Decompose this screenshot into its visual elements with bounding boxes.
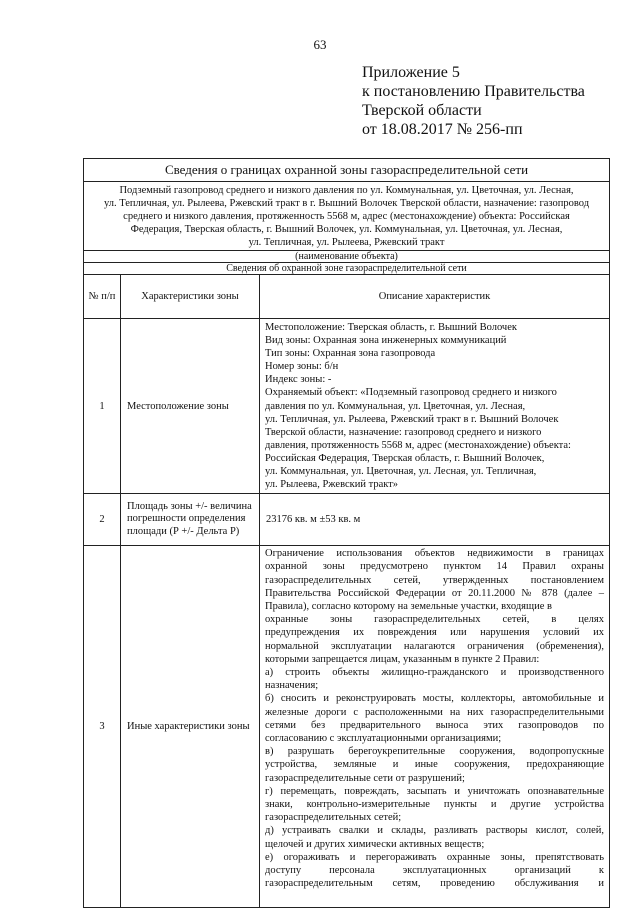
object-caption: (наименование объекта) — [84, 251, 610, 263]
row-3-line: охранной зоны предусмотрено пунктом 14 Правил охраны — [265, 561, 604, 573]
row-3-line: Правительства Российской Федерации от 20.11.2000 № 878 (далее – — [265, 587, 604, 599]
row-3-line: предупреждения их повреждения или нарушения условий их — [265, 627, 604, 639]
row-3-line: согласованию с эксплуатационными организациями; — [265, 733, 502, 745]
row-1-line: Охраняемый объект: «Подземный газопровод среднего и низкого — [265, 387, 557, 399]
table-title: Сведения о границах охранной зоны газораспределительной сети — [84, 159, 610, 182]
row-1-line: Тверской области, назначение: газопровод среднего и низкого — [265, 426, 542, 438]
appendix-line: к постановлению Правительства — [362, 83, 585, 100]
row-3-line: г) перемещать, повреждать, засыпать и уничтожать опознавательные — [265, 785, 604, 797]
row-3-line: газораспределительных сетей; — [265, 812, 402, 824]
row-3-line: в) разрушать берегоукрепительные сооружения, водопропускные — [265, 746, 604, 758]
row-1-line: Тип зоны: Охранная зона газопровода — [265, 348, 436, 360]
header-num: № п/п — [84, 275, 121, 319]
row-1-line: Номер зоны: б/н — [265, 361, 339, 373]
row-3-line: нормальной эксплуатации налагаются ограничения (обременения), — [265, 640, 604, 652]
appendix-header — [362, 63, 585, 139]
row-2-num: 2 — [84, 494, 121, 546]
row-2-name: Площадь зоны +/- величина погрешности определения площади (Р +/- Дельта Р) — [121, 494, 260, 546]
object-name — [84, 182, 610, 251]
row-3-line: которыми запрещается лицам, указанным в пункте 2 Правил: — [265, 653, 540, 665]
header-description: Описание характеристик — [260, 275, 610, 319]
object-line: Федерация, Тверская область, г. Вышний Волочек, ул. Коммунальная, ул. Цветочная, ул. Лесная, — [130, 224, 563, 235]
row-3-line: железные дороги с расположенными на них газораспределительными — [265, 706, 604, 718]
row-1-name: Местоположение зоны — [121, 319, 260, 494]
zone-boundaries-table — [83, 158, 610, 908]
zone-caption: Сведения об охранной зоне газораспределительной сети — [84, 263, 610, 275]
row-3-line: охранные зоны газораспределительных сетей, в целях — [265, 614, 604, 626]
row-1-line: Российская Федерация, Тверская область, г. Вышний Волочек, — [265, 452, 545, 464]
row-3-line: Правила), согласно которому на земельные участки, входящие в — [265, 601, 552, 613]
row-3-num: 3 — [84, 546, 121, 908]
row-1-line: Вид зоны: Охранная зона инженерных коммуникаций — [265, 335, 507, 347]
header-characteristics: Характеристики зоны — [121, 275, 260, 319]
row-2-value: 23176 кв. м ±53 кв. м — [260, 494, 610, 546]
appendix-line: Тверской области — [362, 102, 482, 119]
row-3-line: сетями без предварительного выноса этих газопроводов по — [265, 719, 604, 731]
row-3-name: Иные характеристики зоны — [121, 546, 260, 908]
row-3-line: б) сносить и реконструировать мосты, коллекторы, автомобильные и — [265, 693, 604, 705]
page-number: 63 — [313, 37, 327, 52]
row-3-line: устройства, земляные и иные сооружения, предохраняющие — [265, 759, 604, 771]
row-3-line: доступу персонала эксплуатационных организаций к — [265, 865, 604, 877]
row-1-line: ул. Тепличная, ул. Рылеева, Ржевский тракт в г. Вышний Волочек — [265, 413, 559, 425]
row-1-line: Индекс зоны: - — [265, 374, 332, 386]
row-3-line: газораспределительных сетей, утвержденных постановлением — [265, 574, 604, 586]
object-line: ул. Тепличная, ул. Рылеева, Ржевский тракт — [248, 237, 445, 248]
row-1-num: 1 — [84, 319, 121, 494]
row-3-line: газораспределительные сети от разрушений; — [265, 772, 465, 784]
row-3-line: Ограничение использования объектов недвижимости в границах — [265, 548, 604, 560]
row-3-line: знаки, контрольно-измерительные пункты и другие устройства — [265, 799, 604, 811]
row-3-line: е) огораживать и перегораживать охранные зоны, препятствовать — [265, 851, 604, 863]
row-3-line: щелочей и других химически активных веществ; — [265, 838, 485, 850]
row-3-description — [260, 546, 610, 908]
appendix-line: от 18.08.2017 № 256-пп — [362, 121, 523, 138]
row-3-line: д) устраивать свалки и склады, разливать растворы кислот, солей, — [265, 825, 604, 837]
object-line: ул. Тепличная, ул. Рылеева, Ржевский тракт в г. Вышний Волочек Тверской области, назначение: газопровод — [103, 198, 590, 209]
row-1-line: давления, протяженность 5568 м, адрес (местонахождение) объекта: — [265, 439, 571, 451]
row-1-line: ул. Рылеева, Ржевский тракт» — [265, 479, 399, 491]
appendix-line: Приложение 5 — [362, 64, 460, 81]
row-1-description — [260, 319, 610, 494]
row-1-line: ул. Коммунальная, ул. Цветочная, ул. Лесная, ул. Тепличная, — [265, 466, 537, 478]
row-1-line: Местоположение: Тверская область, г. Вышний Волочек — [265, 322, 517, 333]
object-line: Подземный газопровод среднего и низкого давления по ул. Коммунальная, ул. Цветочная, ул. Лесная, — [119, 185, 574, 196]
row-3-line: газораспределительным сетям, проведению обслуживания и — [265, 878, 604, 890]
row-1-line: давления по ул. Коммунальная, ул. Цветочная, ул. Лесная, — [265, 400, 526, 412]
row-3-line: а) строить объекты жилищно-гражданского и производственного — [265, 667, 604, 679]
object-line: среднего и низкого давления, протяженность 5568 м, адрес (местонахождение) объекта: Российская — [123, 211, 570, 222]
row-3-line: назначения; — [265, 680, 319, 692]
